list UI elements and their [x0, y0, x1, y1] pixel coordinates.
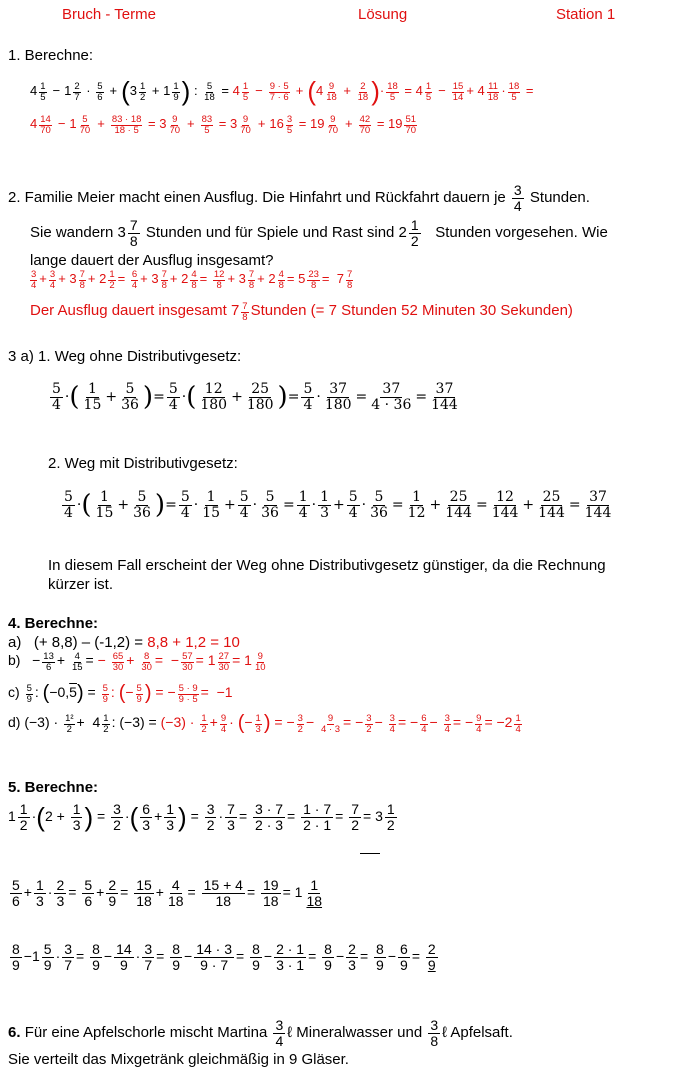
task1-line2: 4 $\frac{14}{70}$ − 1 $\frac{5}{70}$ + $\frac{83 \cdot 18}{18 \cdot 5}$ = 3 $\frac{9}{70}$ + $\frac{83}{5}$ = 3 $\frac{9}{70}$ + 16 $\frac{3}{5}$ = 19 $\frac{9}{70}$ + $\frac{42}{70}$ = 19 $\frac{51}{70}$ [30, 114, 417, 136]
header-station: Station 1 [556, 6, 616, 23]
task6-line2: Sie verteilt das Mixgetränk gleichmäßig in 9 Gläser. [8, 1051, 349, 1068]
task3-weg2-heading: 2. Weg mit Distributivgesetz: [48, 455, 238, 472]
task5-underline-1 [360, 853, 380, 854]
task2-line1: 2. Familie Meier macht einen Ausflug. Die Hinfahrt und Rückfahrt dauern je $\frac{3}{4}$ Stunden. [8, 182, 590, 214]
task2-calc: $\frac{3}{4}$ + $\frac{3}{4}$ + 3 $\frac{7}{8}$ + 2 $\frac{1}{2}$ = $\frac{6}{4}$ + 3 $\frac{7}{8}$ + 2 $\frac{4}{8}$ = $\frac{12}{8}$ + 3 $\frac{7}{8}$ + 2 $\frac{4}{8}$ = 5 $\frac{23}{8}$ = 7 $\frac{7}{8}$ [31, 269, 353, 291]
task5-line3: $\frac{8}{9}$ −1 $\frac{5}{9}$ · $\frac{3}{7}$ = $\frac{8}{9}$ − $\frac{14}{9}$ · $\frac{3}{7}$ = $\frac{8}{9}$ − $\frac{14 \cdot 3}{9 \cdot 7}$ = $\frac{8}{9}$ − $\frac{2 \cdot 1}{3 \cdot 1}$ = $\frac{8}{9}$ − $\frac{2}{3}$ = $\frac{8}{9}$ − $\frac{6}{9}$ = $\frac{2}{9}$ [12, 941, 436, 973]
task6-line1: 6. Für eine Apfelschorle mischt Martina $\frac{3}{4}$ ℓ Mineralwasser und $\frac{3}{8}$ ℓ Apfelsaft. [8, 1017, 513, 1049]
task5-heading: 5. Berechne: [8, 779, 99, 796]
task3-conclusion-1: In diesem Fall erscheint der Weg ohne Distributivgesetz günstiger, da die Rechnung [48, 557, 606, 574]
task2-line3: lange dauert der Ausflug insgesamt? [30, 252, 274, 269]
task1-line1: 4 $\frac{1}{5}$ − 1 $\frac{2}{7}$ · $\frac{5}{6}$ + (3 $\frac{1}{2}$ + 1 $\frac{1}{9}$ ) : $\frac{5}{18}$ = 4 $\frac{1}{5}$ − $\frac{9 \cdot 5}{7 \cdot 6}$ + (4 $\frac{9}{18}$ + $\frac{2}{18}$ )· $\frac{18}{5}$ = 4 $\frac{1}{5}$ − $\frac{15}{14}$ + 4 $\frac{11}{18}$ · $\frac{18}{5}$ = [30, 76, 534, 106]
task3-weg1-heading: 3 a) 1. Weg ohne Distributivgesetz: [8, 348, 242, 365]
header-title: Lösung [358, 6, 408, 23]
header-subject: Bruch - Terme [62, 6, 156, 23]
task1-heading: 1. Berechne: [8, 47, 94, 64]
task4-b: b) − $\frac{13}{6}$ + $\frac{4}{15}$ = − $\frac{65}{30}$ + $\frac{8}{30}$ = − $\frac{57}{30}$ = 1 $\frac{27}{30}$ = 1 $\frac{9}{10}$ [8, 651, 266, 673]
task4-a: a) (+ 8,8) – (-1,2) = 8,8 + 1,2 = 10 [8, 634, 240, 651]
task5-line1: 1 $\frac{1}{2}$ ·(2 + $\frac{1}{3}$ ) = $\frac{3}{2}$ ·( $\frac{6}{3}$ + $\frac{1}{3}$ ) = $\frac{3}{2}$ · $\frac{7}{3}$ = $\frac{3 \cdot 7}{2 \cdot 3}$ = $\frac{1 \cdot 7}{2 \cdot 1}$ = $\frac{7}{2}$ = 3 $\frac{1}{2}$ [8, 801, 395, 833]
task5-line2: $\frac{5}{6}$ + $\frac{1}{3}$ · $\frac{2}{3}$ = $\frac{5}{6}$ + $\frac{2}{9}$ = $\frac{15}{18}$ + $\frac{4}{18}$ = $\frac{15 + 4}{18}$ = $\frac{19}{18}$ = 1 $\frac{1}{18}$ [12, 877, 323, 909]
task3-weg1-calc: $\frac{5}{4}$ ·( $\frac{1}{15}$ + $\frac{5}{36}$ )= $\frac{5}{4}$ ·( $\frac{12}{180}$ + $\frac{25}{180}$ )= $\frac{5}{4}$ · $\frac{37}{180}$ = $\frac{37}{4 \cdot 36}$ = $\frac{37}{144}$ [52, 381, 458, 413]
task4-heading: 4. Berechne: [8, 615, 99, 632]
task4-d: d) (−3) · $\frac{\text{1²}}{2}$ + 4 $\frac{1}{2}$ : (−3) = (−3) · $\frac{1}{2}$ + $\frac{9}{4}$ · (− $\frac{1}{3}$ ) = − $\frac{3}{2}$ − $\frac{9}{4 \cdot 3}$ = − $\frac{3}{2}$ − $\frac{3}{4}$ = − $\frac{6}{4}$ − $\frac{3}{4}$ = − $\frac{9}{4}$ = −2 $\frac{1}{4}$ [8, 712, 521, 736]
task3-weg2-calc: $\frac{5}{4}$ ·( $\frac{1}{15}$ + $\frac{5}{36}$ )= $\frac{5}{4}$ · $\frac{1}{15}$ + $\frac{5}{4}$ · $\frac{5}{36}$ = $\frac{1}{4}$ · $\frac{1}{3}$ + $\frac{5}{4}$ · $\frac{5}{36}$ = $\frac{1}{12}$ + $\frac{25}{144}$ = $\frac{12}{144}$ + $\frac{25}{144}$ = $\frac{37}{144}$ [64, 489, 612, 521]
task2-answer: Der Ausflug dauert insgesamt 7 $\frac{7}{8}$ Stunden (= 7 Stunden 52 Minuten 30 Sekunden) [30, 301, 573, 323]
task3-conclusion-2: kürzer ist. [48, 576, 114, 593]
task4-c: c) $\frac{5}{9}$ : (−0,5) = $\frac{5}{9}$ : (− $\frac{5}{9}$ ) = − $\frac{5 \cdot 9}{9 \cdot 5}$ = −1 [8, 682, 233, 706]
task2-line2: Sie wandern 3 $\frac{7}{8}$ Stunden und für Spiele und Rast sind 2 $\frac{1}{2}$ Stunden vorgesehen. Wie [30, 217, 608, 249]
